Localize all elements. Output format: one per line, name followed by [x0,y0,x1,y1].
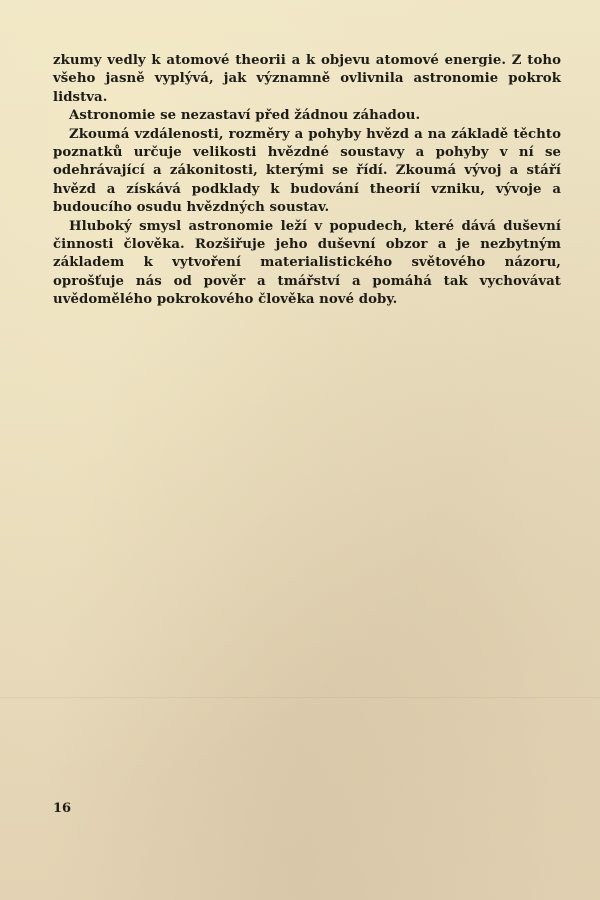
paragraph-continuation: zkumy vedly k atomové theorii a k objevu atomové energie. Z toho všeho jasně vyplývá, jak významně ovlivnila astronomie pokrok lidstva. [53,53,561,105]
paragraph: Hluboký smysl astronomie leží v popudech, které dává duševní činnosti člověka. Rozšiřuje jeho duševní obzor a je nezbytným základem k vytvoření materialistického světového názoru, oprošťuje nás od pověr a tmářství a pomáhá tak vychovávat uvědomělého pokrokového člověka nové doby. [53,218,561,308]
paragraph: Zkoumá vzdálenosti, rozměry a pohyby hvězd a na základě těchto poznatků určuje velikosti hvězdné soustavy a pohyby v ní se odehrávající a zákonitosti, kterými se řídí. Zkoumá vývoj a stáří hvězd a získává podklady k budování theorií vzniku, vývoje a budoucího osudu hvězdných soustav. [53,126,561,216]
paragraph: Astronomie se nezastaví před žádnou záhadou. [69,108,421,124]
page-number: 16 [53,801,72,816]
body-text [53,52,561,310]
paper-fold-line [0,697,600,698]
